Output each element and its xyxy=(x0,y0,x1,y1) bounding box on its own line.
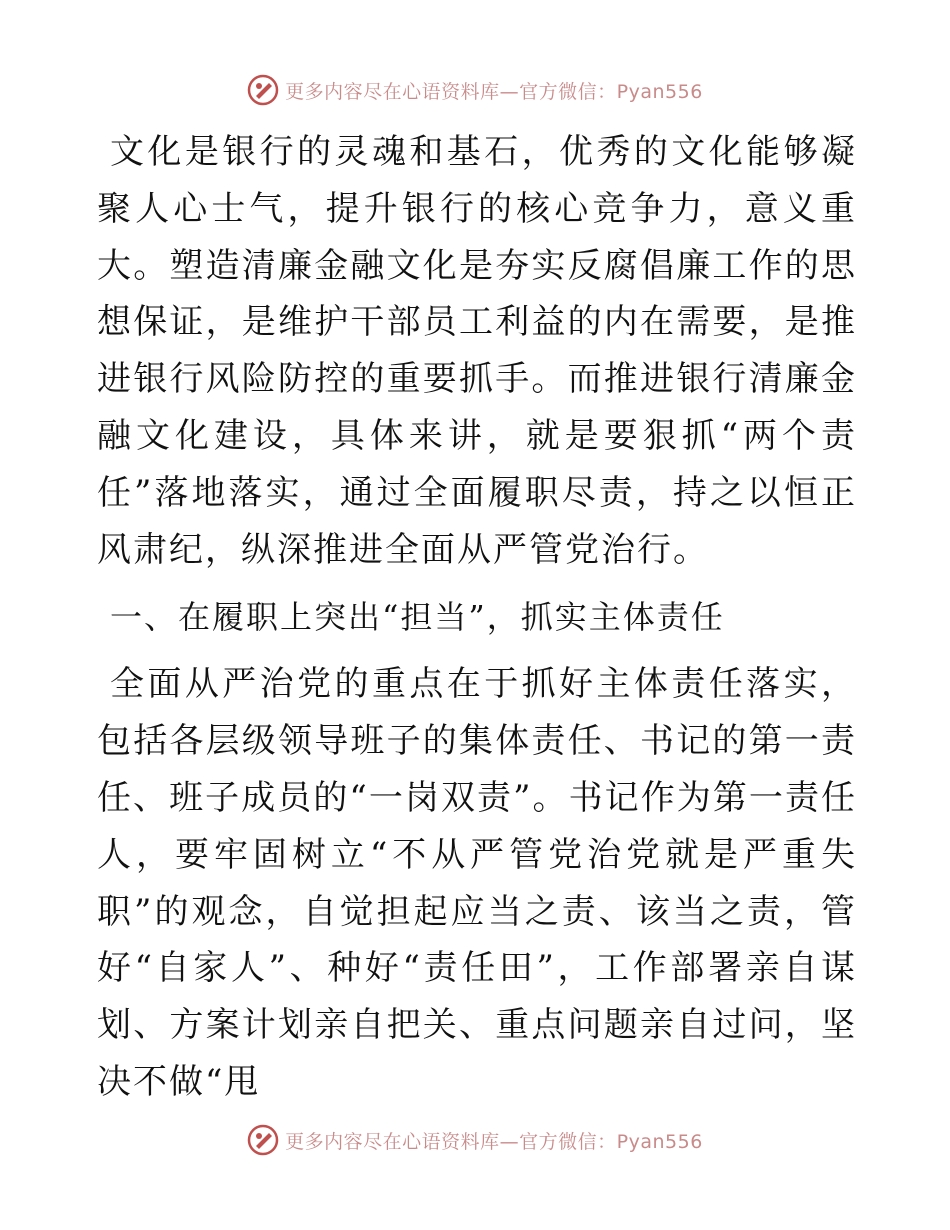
document-body xyxy=(97,124,857,1111)
seal-logo-icon xyxy=(247,74,279,106)
header-watermark xyxy=(0,70,950,110)
watermark-text: 更多内容尽在心语资料库—官方微信：Pyan556 xyxy=(285,80,703,103)
section-heading-1: 一、在履职上突出“担当”，抓实主体责任 xyxy=(110,598,725,637)
paragraph-intro: 文化是银行的灵魂和基石，优秀的文化能够凝聚人心士气，提升银行的核心竞争力，意义重大。塑造清廉金融文化是夯实反腐倡廉工作的思想保证，是维护干部员工利益的内在需要，是推进银行风险防控的重要抓手。而推进银行清廉金融文化建设，具体来讲，就是要狠抓“两个责任”落地落实，通过全面履职尽责，持之以恒正风肃纪，纵深推进全面从严管党治行。 xyxy=(97,132,857,570)
watermark-text: 更多内容尽在心语资料库—官方微信：Pyan556 xyxy=(285,1130,703,1153)
footer-watermark xyxy=(0,1120,950,1160)
seal-logo-icon xyxy=(247,1124,279,1156)
paragraph-section-1: 全面从严治党的重点在于抓好主体责任落实，包括各层级领导班子的集体责任、书记的第一责任、班子成员的“一岗双责”。书记作为第一责任人，要牢固树立“不从严管党治党就是严重失职”的观念，自觉担起应当之责、该当之责，管好“自家人”、种好“责任田”，工作部署亲自谋划、方案计划亲自把关、重点问题亲自过问，坚决不做“甩 xyxy=(97,664,857,1102)
